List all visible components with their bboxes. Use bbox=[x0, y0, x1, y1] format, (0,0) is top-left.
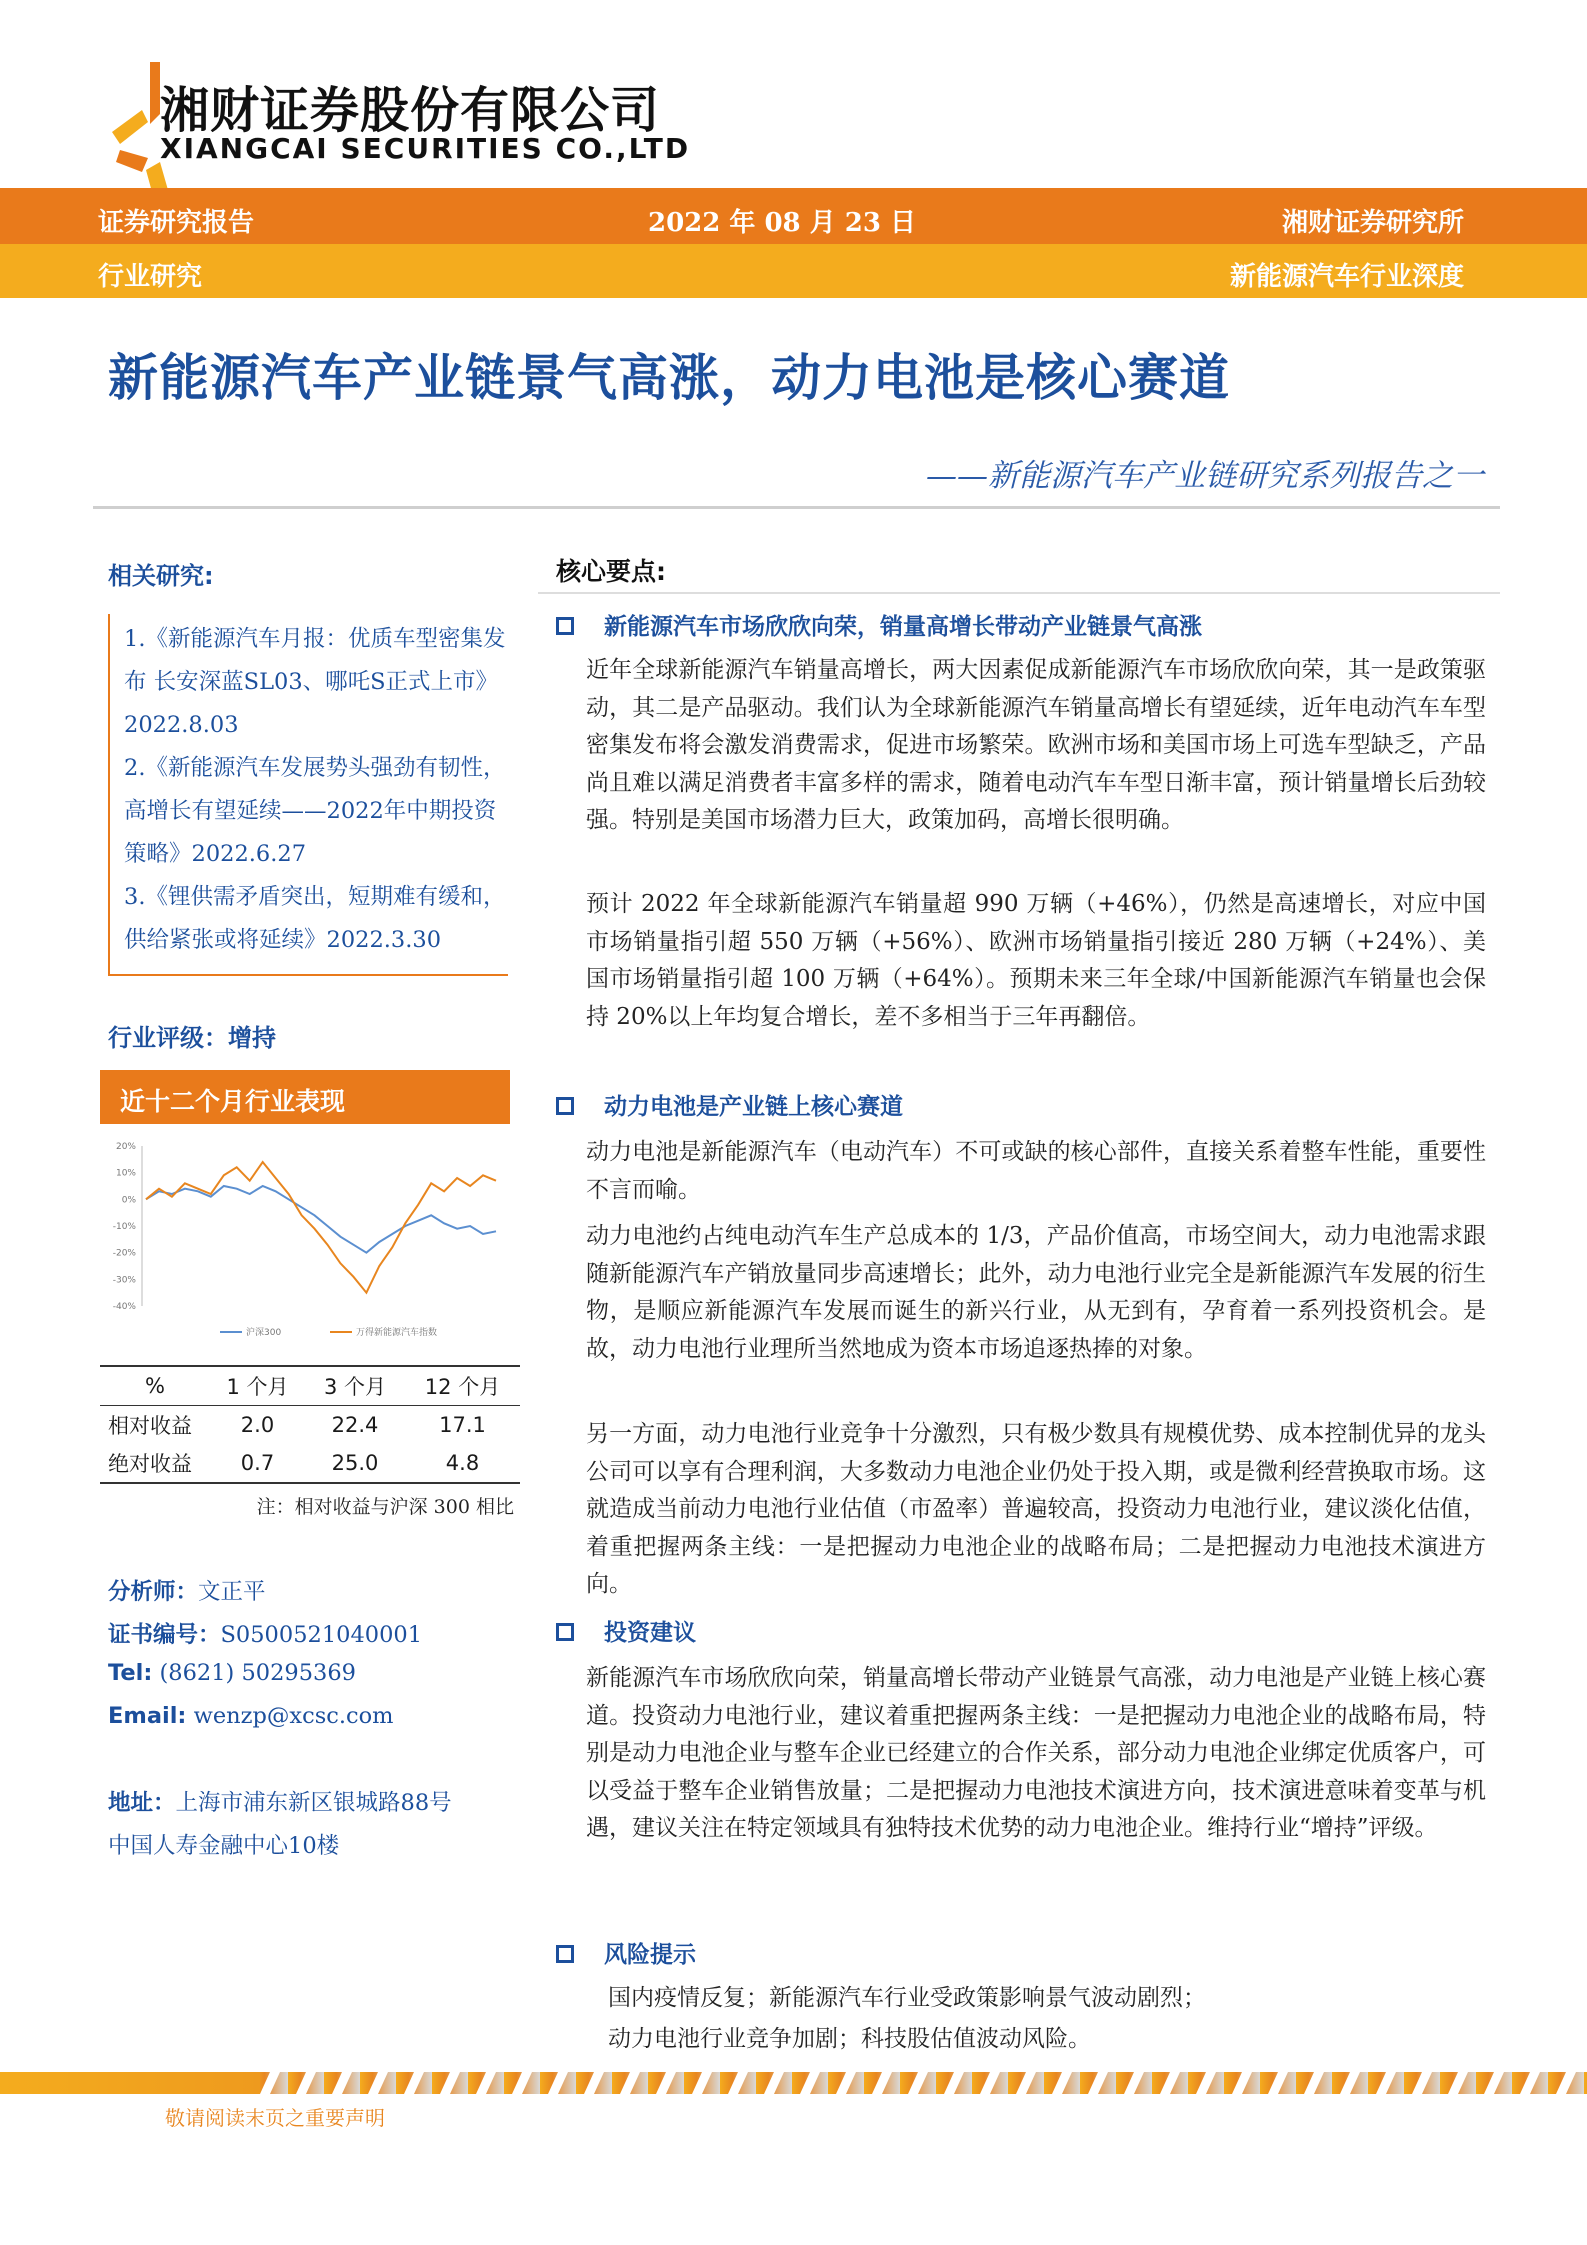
table-header-cell: 3 个月 bbox=[305, 1367, 405, 1406]
performance-table bbox=[100, 1367, 520, 1482]
section-title: 动力电池是产业链上核心赛道 bbox=[604, 1094, 903, 1120]
address-value-1: 上海市浦东新区银城路88号 bbox=[175, 1790, 452, 1816]
title-divider bbox=[93, 506, 1500, 509]
report-subtitle: ——新能源汽车产业链研究系列报告之一 bbox=[926, 458, 1484, 494]
table-row-label: 相对收益 bbox=[108, 1414, 192, 1438]
y-tick-label: 10% bbox=[115, 1168, 136, 1179]
report-category: 行业研究 bbox=[98, 262, 203, 292]
section-heading-market bbox=[556, 608, 1202, 641]
checkbox-bullet-icon bbox=[556, 1097, 574, 1115]
table-cell: 0.7 bbox=[240, 1451, 275, 1475]
table-cell: 17.1 bbox=[439, 1413, 486, 1437]
core-points-heading: 核心要点: bbox=[556, 557, 666, 586]
legend-label: 沪深300 bbox=[246, 1328, 282, 1338]
y-tick-label: -40% bbox=[112, 1302, 136, 1312]
related-research-item[interactable]: 3.《锂供需矛盾突出，短期难有缓和，供给紧张或将延续》2022.3.30 bbox=[124, 884, 506, 953]
address-line-2: 中国人寿金融中心10楼 bbox=[108, 1833, 340, 1859]
section-title: 新能源汽车市场欣欣向荣，销量高增长带动产业链景气高涨 bbox=[604, 614, 1202, 640]
section-title: 投资建议 bbox=[604, 1620, 696, 1646]
related-research-list bbox=[108, 614, 508, 976]
paragraph: 预计 2022 年全球新能源汽车销量超 990 万辆（+46%），仍然是高速增长，对应中国市场销量指引超 550 万辆（+56%）、欧洲市场销量指引接近 280 万辆（+24%）、美国市场销量指引超 100 万辆（+64%）。预期未来三年全球/中国新能源汽车销量也会保持 20%以上年均复合增长，差不多相当于三年再翻倍。 bbox=[586, 891, 1486, 1030]
table-cell: 4.8 bbox=[445, 1451, 480, 1475]
brand-name-cn: 湘财证券股份有限公司 bbox=[160, 82, 661, 139]
performance-note: 注：相对收益与沪深 300 相比 bbox=[256, 1496, 514, 1518]
address-label: 地址： bbox=[108, 1790, 176, 1816]
paragraph: 动力电池约占纯电动汽车生产总成本的 1/3，产品价值高，市场空间大，动力电池需求跟随新能源汽车产销放量同步高速增长；此外，动力电池行业完全是新能源汽车发展的衍生物，是顺应新能源汽车发展而诞生的新兴行业，从无到有，孕育着一系列投资机会。是故，动力电池行业理所当然地成为资本市场追逐热捧的对象。 bbox=[586, 1223, 1486, 1362]
related-research-item[interactable]: 1.《新能源汽车月报：优质车型密集发布 长安深蓝SL03、哪吒S正式上市》2022.8.03 bbox=[124, 626, 506, 738]
performance-heading: 近十二个月行业表现 bbox=[120, 1087, 346, 1116]
analyst-tel-value: (8621) 50295369 bbox=[159, 1660, 356, 1686]
footer-disclaimer: 敬请阅读末页之重要声明 bbox=[165, 2106, 385, 2130]
table-row-label: 绝对收益 bbox=[108, 1452, 192, 1476]
table-header-cell: 12 个月 bbox=[405, 1367, 520, 1406]
section-heading-investment bbox=[556, 1614, 696, 1647]
table-cell: 25.0 bbox=[331, 1451, 379, 1475]
table-header-cell: 1 个月 bbox=[210, 1367, 305, 1406]
analyst-name-value: 文正平 bbox=[198, 1579, 266, 1605]
section-heading-risk bbox=[556, 1936, 696, 1969]
section-heading-battery bbox=[556, 1088, 903, 1121]
analyst-email-label: Email: bbox=[108, 1703, 187, 1729]
table-cell: 22.4 bbox=[331, 1413, 379, 1437]
checkbox-bullet-icon bbox=[556, 1945, 574, 1963]
paragraph: 国内疫情反复；新能源汽车行业受政策影响景气波动剧烈； bbox=[608, 1985, 1206, 2011]
header-band-secondary bbox=[0, 244, 1587, 298]
y-tick-label: -30% bbox=[112, 1275, 136, 1286]
core-divider bbox=[538, 592, 1500, 594]
table-header-cell: % bbox=[100, 1367, 210, 1406]
brand-name-en: XIANGCAI SECURITIES CO.,LTD bbox=[160, 132, 691, 165]
series-line bbox=[146, 1162, 496, 1293]
y-tick-label: 20% bbox=[115, 1142, 136, 1152]
analyst-name bbox=[108, 1574, 266, 1606]
analyst-cert-label: 证书编号： bbox=[108, 1622, 221, 1648]
legend-label: 万得新能源汽车指数 bbox=[356, 1328, 438, 1338]
related-research-heading: 相关研究: bbox=[108, 562, 214, 590]
y-tick-label: 0% bbox=[121, 1195, 136, 1206]
analyst-name-label: 分析师： bbox=[108, 1579, 199, 1605]
address-line-1 bbox=[108, 1785, 452, 1817]
table-row bbox=[100, 1406, 520, 1445]
performance-chart-svg bbox=[100, 1124, 510, 1346]
institute-name: 湘财证券研究所 bbox=[1281, 208, 1464, 238]
report-title: 新能源汽车产业链景气高涨，动力电池是核心赛道 bbox=[108, 349, 1230, 407]
paragraph: 动力电池是新能源汽车（电动汽车）不可或缺的核心部件，直接关系着整车性能，重要性不言而喻。 bbox=[586, 1139, 1486, 1203]
paragraph: 近年全球新能源汽车销量高增长，两大因素促成新能源汽车市场欣欣向荣，其一是政策驱动，其二是产品驱动。我们认为全球新能源汽车销量高增长有望延续，近年电动汽车车型密集发布将会激发消费需求，促进市场繁荣。欧洲市场和美国市场上可选车型缺乏，产品尚且难以满足消费者丰富多样的需求，随着电动汽车车型日渐丰富，预计销量增长后劲较强。特别是美国市场潜力巨大，政策加码，高增长很明确。 bbox=[586, 657, 1486, 833]
paragraph: 另一方面，动力电池行业竞争十分激烈，只有极少数具有规模优势、成本控制优异的龙头公司可以享有合理利润，大多数动力电池企业仍处于投入期，或是微利经营换取市场。这就造成当前动力电池行业估值（市盈率）普遍较高，投资动力电池行业，建议淡化估值，着重把握两条主线：一是把握动力电池企业的战略布局；二是把握动力电池技术演进方向。 bbox=[586, 1421, 1486, 1597]
y-tick-label: -20% bbox=[112, 1248, 136, 1259]
header-band-primary bbox=[0, 188, 1587, 244]
analyst-tel-label: Tel: bbox=[108, 1660, 153, 1686]
report-date: 2022 年 08 月 23 日 bbox=[648, 208, 916, 238]
report-topic: 新能源汽车行业深度 bbox=[1229, 262, 1464, 292]
analyst-email-value[interactable]: wenzp@xcsc.com bbox=[193, 1703, 394, 1729]
performance-table-wrap bbox=[100, 1365, 520, 1484]
paragraph: 动力电池行业竞争加剧；科技股估值波动风险。 bbox=[608, 2026, 1091, 2052]
table-cell: 2.0 bbox=[240, 1413, 275, 1437]
related-research-item[interactable]: 2.《新能源汽车发展势头强劲有韧性，高增长有望延续——2022年中期投资策略》2022.6.27 bbox=[124, 755, 506, 867]
analyst-tel bbox=[108, 1660, 356, 1686]
footer-stripe bbox=[0, 2072, 1587, 2094]
checkbox-bullet-icon bbox=[556, 1623, 574, 1641]
report-type: 证券研究报告 bbox=[98, 208, 255, 238]
analyst-cert bbox=[108, 1617, 422, 1649]
industry-rating: 行业评级：增持 bbox=[108, 1024, 276, 1052]
analyst-cert-value: S0500521040001 bbox=[220, 1622, 423, 1648]
y-tick-label: -10% bbox=[112, 1222, 136, 1232]
performance-table-header bbox=[100, 1367, 520, 1406]
performance-heading-bar bbox=[100, 1070, 510, 1124]
section-title: 风险提示 bbox=[604, 1942, 696, 1968]
paragraph: 新能源汽车市场欣欣向荣，销量高增长带动产业链景气高涨，动力电池是产业链上核心赛道。投资动力电池行业，建议着重把握两条主线：一是把握动力电池企业的战略布局，特别是动力电池企业与整车企业已经建立的合作关系，部分动力电池企业绑定优质客户，可以受益于整车企业销售放量；二是把握动力电池技术演进方向，技术演进意味着变革与机遇，建议关注在特定领域具有独特技术优势的动力电池企业。维持行业“增持”评级。 bbox=[586, 1665, 1486, 1841]
series-line bbox=[146, 1186, 496, 1253]
checkbox-bullet-icon bbox=[556, 617, 574, 635]
analyst-email bbox=[108, 1703, 393, 1729]
table-row bbox=[100, 1444, 520, 1482]
performance-chart bbox=[100, 1124, 510, 1346]
